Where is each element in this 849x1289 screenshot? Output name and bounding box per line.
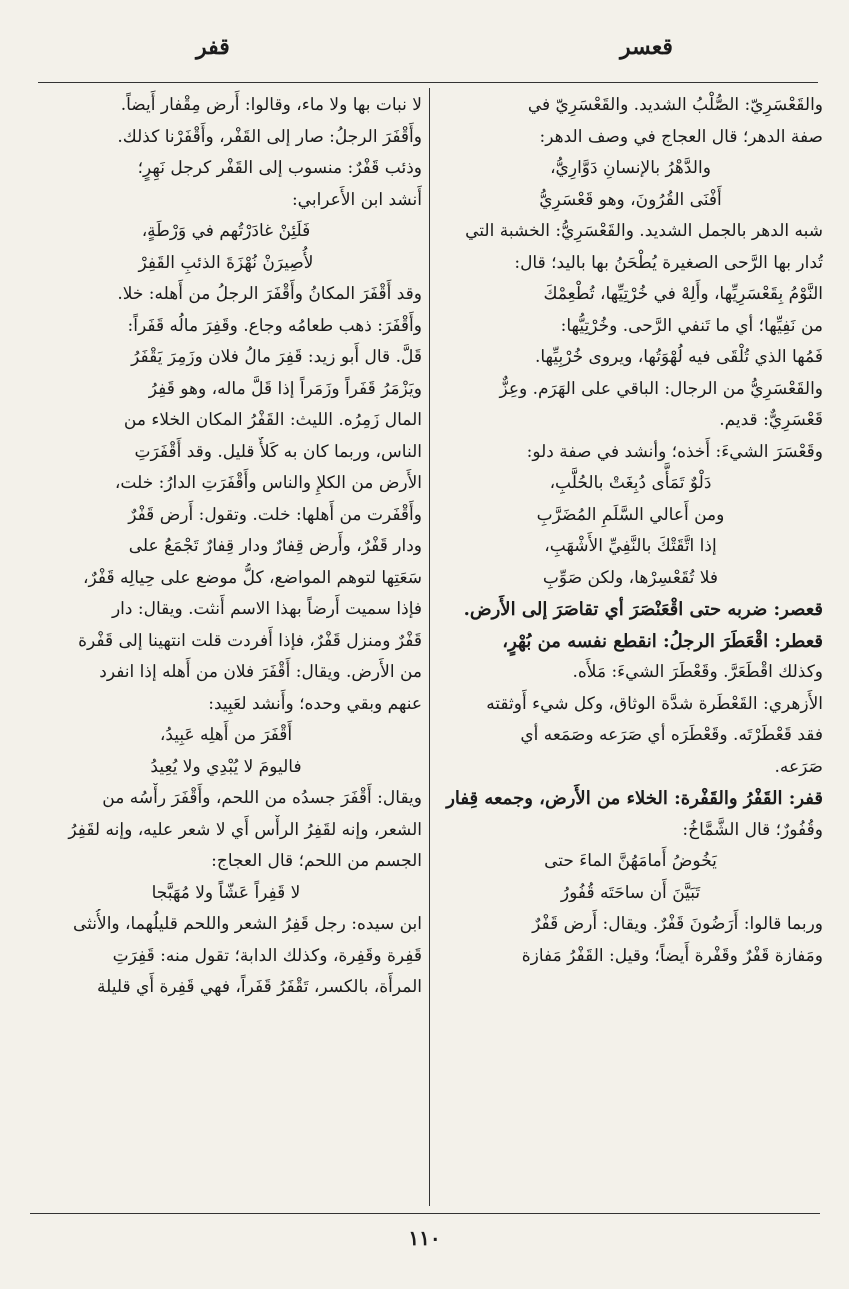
text-line: صَرَعه. <box>774 756 823 777</box>
text-line: وذئب قَفْرٌ: منسوب إلى القَفْر كرجل نَهِرٍ؛ <box>137 158 422 178</box>
verse-line: فلا تُقَعْسِرْها، ولكن صَوِّبِ <box>542 567 719 588</box>
text-line: المرأَة، بالكسر، تَقْفَرُ قَفَراً، فهي قَفِرة أَي قليلة <box>97 977 422 997</box>
text-line: الأَزهري: القَعْطَرة شدَّة الوثاق، وكل شيء أَوثقته <box>486 693 823 714</box>
entry-qasar: قعصر: ضربه حتى اقْعَنْصَرَ أي تقاصَرَ إلى الأَرض. <box>463 599 823 620</box>
text-line: والقَعْسَرِيّ: الصُّلْبُ الشديد. والقَعْسَرِيّ في <box>527 95 823 115</box>
text-line: قَفْرٌ ومنزل قَفْرٌ، فإذا أَفردت قلت انتهينا إلى قَفْرة <box>78 630 422 651</box>
text-line: المال زَمِرُه. الليث: القَفْرُ المكان الخلاء من <box>123 410 422 430</box>
text-line: وأَقْفَرَ: ذهب طعامُه وجاع. وقَفِرَ مالُه قَفَراً: <box>127 315 422 336</box>
verse-line: فاليومَ لا يُبْدِي ولا يُعِيدُ <box>150 756 302 777</box>
text-line: قَلَّ. قال أَبو زيد: قَفِرَ مالُ فلان وزَمِرَ يَقْفَرُ <box>131 347 422 367</box>
text-line: لا نبات بها ولا ماء، وقالوا: أَرض مِقْفار أَيضاً. <box>120 95 422 115</box>
text-line: شبه الدهر بالجمل الشديد. والقَعْسَرِيُّ: الخشبة التي <box>465 221 823 241</box>
page-number: ١١٠ <box>408 1226 441 1250</box>
verse-line: تَبَيَّنَ أَن ساحَتَه قُفُورُ <box>560 882 701 903</box>
text-line: قَفِرة وقَفِرة، وكذلك الدابة؛ تقول منه: قَفِرَتِ <box>112 945 422 966</box>
footer-rule <box>30 1213 820 1214</box>
text-line: فقد قَعْطَرْتَه. وقَعْطَرَه أي صَرَعه وصَمَعه أي <box>520 725 823 745</box>
right-column <box>438 90 823 1210</box>
text-line: صفة الدهر؛ قال العجاج في وصف الدهر: <box>539 126 823 147</box>
verse-line: والدَّهْرُ بالإنسانِ دَوَّارِيُّ، <box>550 158 711 178</box>
text-line: فإذا سميت أَرضاً بهذا الاسم أَنثت. ويقال: دار <box>111 599 422 619</box>
running-head-right: قعسر <box>620 34 673 60</box>
text-line: وكذلك اقْطَعَرَّ. وقَعْطَرَ الشيءَ: مَلأَه. <box>572 662 823 682</box>
text-line: وقَعْسَرَ الشيءَ: أَخذه؛ وأنشد في صفة دلو: <box>526 441 823 462</box>
text-line: الشعر، وإنه لقَفِرُ الرأْس أَي لا شعر عليه، وإنه لقَفِرُ <box>68 819 422 840</box>
text-line: وأَقْفَرت من أَهلها: خلت. وتقول: أَرض قَفْرٌ <box>128 504 422 525</box>
running-head-left: قفر <box>196 34 230 60</box>
left-column <box>30 90 422 1210</box>
text-line: ومَفازة قَفْرٌ وقَفْرة أَيضاً؛ وقيل: القَفْرُ مَفازة <box>521 945 823 966</box>
verse-line: لأُصِيرَنْ نُهْزَةَ الذئبِ القَفِرْ <box>138 252 314 273</box>
verse-line: إذا اتَّقَتْكَ بالنَّفِيِّ الأَشْهَبِ، <box>544 536 717 556</box>
text-line: قَعْسَرِيٌّ: قديم. <box>719 410 823 430</box>
verse-line: لا قَفِراً عَشّاً ولا مُهَبَّجا <box>151 882 301 903</box>
text-line: الأَرض من الكلإِ والناس وأَقْفَرَتِ الدارُ: خلت، <box>114 473 422 493</box>
text-line: ابن سيده: رجل قَفِرُ الشعر واللحم قليلُهما، والأُنثى <box>72 914 422 934</box>
verse-line: فَلَئِنْ غادَرْتُهم في وَرْطَةٍ، <box>141 221 311 241</box>
verse-line: أَفْنَى القُرُونَ، وهو قَعْسَرِيُّ <box>539 189 722 210</box>
text-line: من الأَرض. ويقال: أَقْفَرَ فلان من أَهله إذا انفرد <box>99 662 422 682</box>
text-line: وقُفُورٌ؛ قال الشَّمَّاخُ: <box>682 819 823 840</box>
verse-line: أَقْفَرَ من أَهلِه عَبِيدُ، <box>159 725 293 745</box>
text-line: وأَقْفَرَ الرجلُ: صار إلى القَفْر، وأَقْفَرْنا كذلك. <box>117 126 422 147</box>
text-line: من نَفِيِّها؛ أي ما تَنفي الرَّحى. وخُرْتِيُّها: <box>560 315 823 336</box>
text-line: ويَزْمَرُ قَفَراً وزَمَراً إذا قَلَّ ماله، وهو قَفِرُ <box>148 378 422 399</box>
entry-qatar: قعطر: اقْعَطَرَ الرجلُ: انقطع نفسه من بُهْرٍ، <box>502 630 823 652</box>
text-line: الناس، وربما كان به كَلأٌ قليل. وقد أَقْفَرَتِ <box>134 441 422 462</box>
text-line: سَعَتِها لتوهم المواضع، كلُّ موضع على حِيالِه قَفْرٌ، <box>83 567 422 588</box>
text-line: فَمُها الذي تُلْقَى فيه لُهْوَتُها، ويروى خُرْبِيِّها. <box>534 347 823 367</box>
text-line: أَنشد ابن الأَعرابي: <box>291 189 422 210</box>
text-line: النَّوْمُ بِقَعْسَرِيِّها، وأَلِهْ في خُرْتِيِّها، تُطْعِمْكَ <box>543 284 823 304</box>
entry-qafr: قفر: القَفْرُ والقَفْرة: الخلاء من الأَرض، وجمعه قِفار <box>446 788 823 809</box>
text-line: وربما قالوا: أَرَضُونَ قَفْرٌ. ويقال: أَرض قَفْرٌ <box>532 914 823 934</box>
verse-line: يَخُوضُ أَمامَهُنَّ الماءَ حتى <box>544 851 717 871</box>
text-line: تُدار بها الرَّحى الصغيرة يُطْحَنُ بها باليد؛ قال: <box>514 252 823 273</box>
text-line: والقَعْسَرِيُّ من الرجال: الباقي على الهَرَم. وعِزٌّ <box>499 378 823 399</box>
text-line: الجسم من اللحم؛ قال العجاج: <box>211 851 422 871</box>
text-line: عنهم وبقي وحده؛ وأَنشد لعَبِيد: <box>208 693 422 714</box>
column-divider <box>429 88 430 1206</box>
text-line: وقد أَقْفَرَ المكانُ وأَقْفَرَ الرجلُ من أَهله: خلا. <box>117 284 422 304</box>
text-line: ويقال: أَقْفَرَ جسدُه من اللحم، وأَقْفَرَ رأْسُه من <box>102 788 422 808</box>
verse-line: ومن أَعالي السَّلَمِ المُضَرَّبِ <box>536 504 725 525</box>
header-rule <box>38 82 818 83</box>
verse-line: دَلْوٌ تَمَأَّى دُبِغَتْ بالحُلَّبِ، <box>549 473 712 493</box>
text-line: ودار قَفْرٌ، وأَرض قِفارٌ ودار قِفارٌ تَجْمَعُ على <box>128 536 422 556</box>
